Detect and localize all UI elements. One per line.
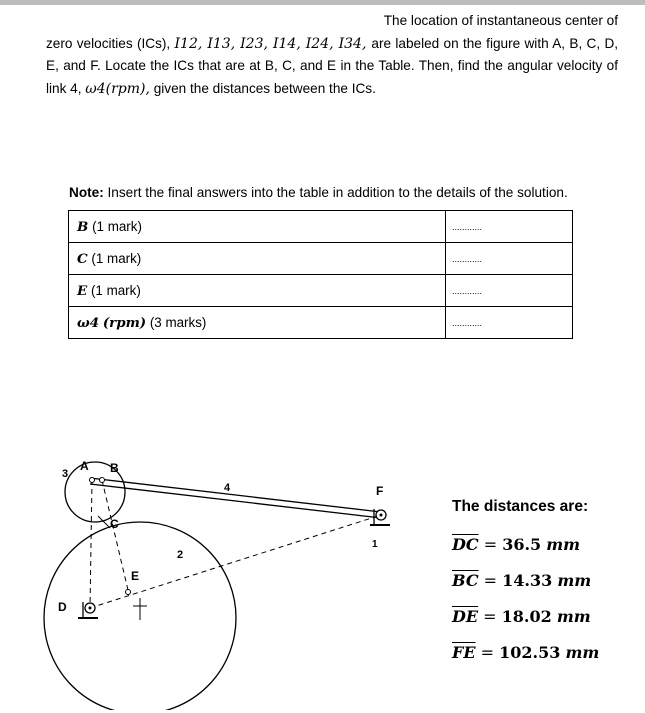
answer-cell-e[interactable]: ............	[446, 275, 573, 307]
omega-expression: ω4(rpm),	[85, 80, 150, 97]
table-row	[69, 211, 573, 243]
problem-line-4a: link 4,	[46, 80, 82, 96]
top-border	[0, 0, 645, 5]
label-b: B	[110, 461, 119, 475]
ic-i23: I23	[240, 35, 264, 52]
ic-i14: I14	[272, 35, 297, 52]
note-text: Insert the final answers into the table in addition to the details of the solution.	[107, 185, 568, 200]
link4-top-line	[90, 478, 384, 512]
problem-line-3: and F. Locate the ICs that are at B, C, and E in the Table. Then, find the angular velocity of	[63, 58, 618, 73]
dashed-line-a-d	[90, 480, 92, 608]
distances-title: The distances are:	[452, 498, 589, 515]
distance-de: $\overline{DE} = 18.02$ mm	[452, 607, 591, 626]
link4-bottom-line	[90, 484, 384, 518]
problem-line-2b: are labeled on the figure with A, B, C, D, E,	[46, 35, 619, 73]
label-4: 4	[224, 482, 231, 494]
label-3: 3	[62, 468, 69, 480]
row-label-omega4: ω4 (rpm) (3 marks)	[69, 307, 446, 339]
problem-statement	[46, 10, 618, 100]
answer-table	[68, 210, 573, 339]
label-1: 1	[372, 539, 378, 550]
distance-bc: $\overline{BC} = 14.33$ mm	[452, 571, 592, 590]
label-e: E	[131, 569, 140, 583]
answer-cell-c[interactable]: ............	[446, 243, 573, 275]
ic-list: I12, I13, I23, I14, I24, I34,	[174, 35, 372, 52]
table-row	[69, 275, 573, 307]
row-label-b: B (1 mark)	[69, 211, 446, 243]
pin-e	[126, 590, 131, 595]
problem-line-4b: given the distances between the ICs.	[153, 80, 376, 96]
row-label-c: C (1 mark)	[69, 243, 446, 275]
row-label-e: E (1 mark)	[69, 275, 446, 307]
ic-i24: I24	[305, 35, 330, 52]
distance-dc: $\overline{DC} = 36.5$ mm	[452, 535, 581, 554]
ic-i34: I34	[338, 35, 362, 52]
table-row	[69, 307, 573, 339]
problem-line-1: The location of instantaneous center of	[383, 13, 618, 28]
pin-a	[90, 478, 95, 483]
answer-cell-omega4[interactable]: ............	[446, 307, 573, 339]
ic-i13: I13	[207, 35, 231, 52]
problem-line-2a: zero velocities (ICs),	[46, 35, 171, 51]
mechanism-figure	[30, 440, 430, 710]
note	[69, 185, 568, 200]
label-f: F	[376, 484, 384, 498]
label-d: D	[58, 600, 67, 614]
dashed-line-d-f	[90, 515, 381, 608]
ground-pin-d	[78, 602, 98, 618]
pin-b	[100, 478, 105, 483]
label-a: A	[80, 459, 89, 473]
distance-fe: $\overline{FE} = 102.53$ mm	[452, 643, 600, 662]
label-2: 2	[177, 549, 184, 561]
note-prefix: Note:	[69, 185, 104, 200]
table-row	[69, 243, 573, 275]
label-c: C	[110, 517, 119, 531]
answer-cell-b[interactable]: ............	[446, 211, 573, 243]
ic-i12: I12	[174, 35, 198, 52]
